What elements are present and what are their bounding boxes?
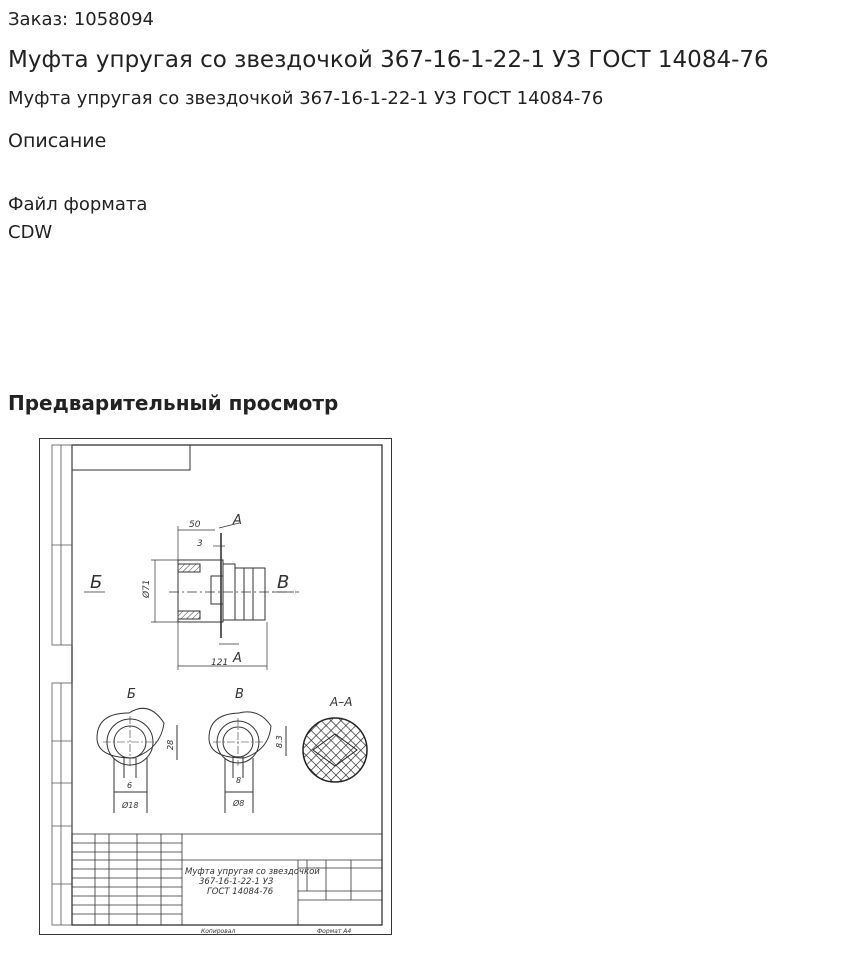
view-v-dim3: 8 <box>236 776 242 785</box>
view-mark-b: Б <box>90 572 103 593</box>
preview-heading: Предварительный просмотр <box>8 391 339 415</box>
view-b-dim2: Ø18 <box>122 801 139 810</box>
file-format-label: Файл формата <box>8 194 148 215</box>
drawing-sheet <box>39 438 392 935</box>
footer-format: Формат А4 <box>317 928 352 935</box>
dim-top-label: 50 <box>189 520 201 530</box>
product-title: Муфта упругая со звездочкой 367-16-1-22-1 УЗ ГОСТ 14084-76 <box>8 47 769 73</box>
dim-diameter-label: Ø71 <box>142 579 152 598</box>
view-b-dim1: 28 <box>166 739 175 750</box>
stamp-line-2: 367-16-1-22-1 УЗ <box>199 877 274 887</box>
section-mark-top: А <box>233 513 242 528</box>
product-subtitle: Муфта упругая со звездочкой 367-16-1-22-1 УЗ ГОСТ 14084-76 <box>8 88 604 109</box>
view-b-dim3: 6 <box>127 781 133 790</box>
dim-small-label: 3 <box>197 539 203 549</box>
description-label: Описание <box>8 130 107 152</box>
file-format-value: CDW <box>8 222 53 243</box>
footer-copied: Копировал <box>201 928 236 935</box>
view-v-title: В <box>235 687 244 702</box>
section-aa-drawing <box>303 718 367 782</box>
stamp-line-1: Муфта упругая со звездочкой <box>185 867 320 877</box>
view-mark-v: В <box>277 572 290 593</box>
section-mark-bottom: А <box>233 651 242 666</box>
drawing-preview[interactable] <box>39 438 392 935</box>
view-v-dim2: Ø8 <box>233 799 245 808</box>
dim-length-label: 121 <box>211 658 229 668</box>
view-b-title: Б <box>127 687 136 702</box>
order-number: Заказ: 1058094 <box>8 9 154 30</box>
view-v-dim1: 8.3 <box>275 735 284 748</box>
section-aa-title: А–А <box>330 695 353 709</box>
stamp-line-3: ГОСТ 14084-76 <box>207 887 274 897</box>
